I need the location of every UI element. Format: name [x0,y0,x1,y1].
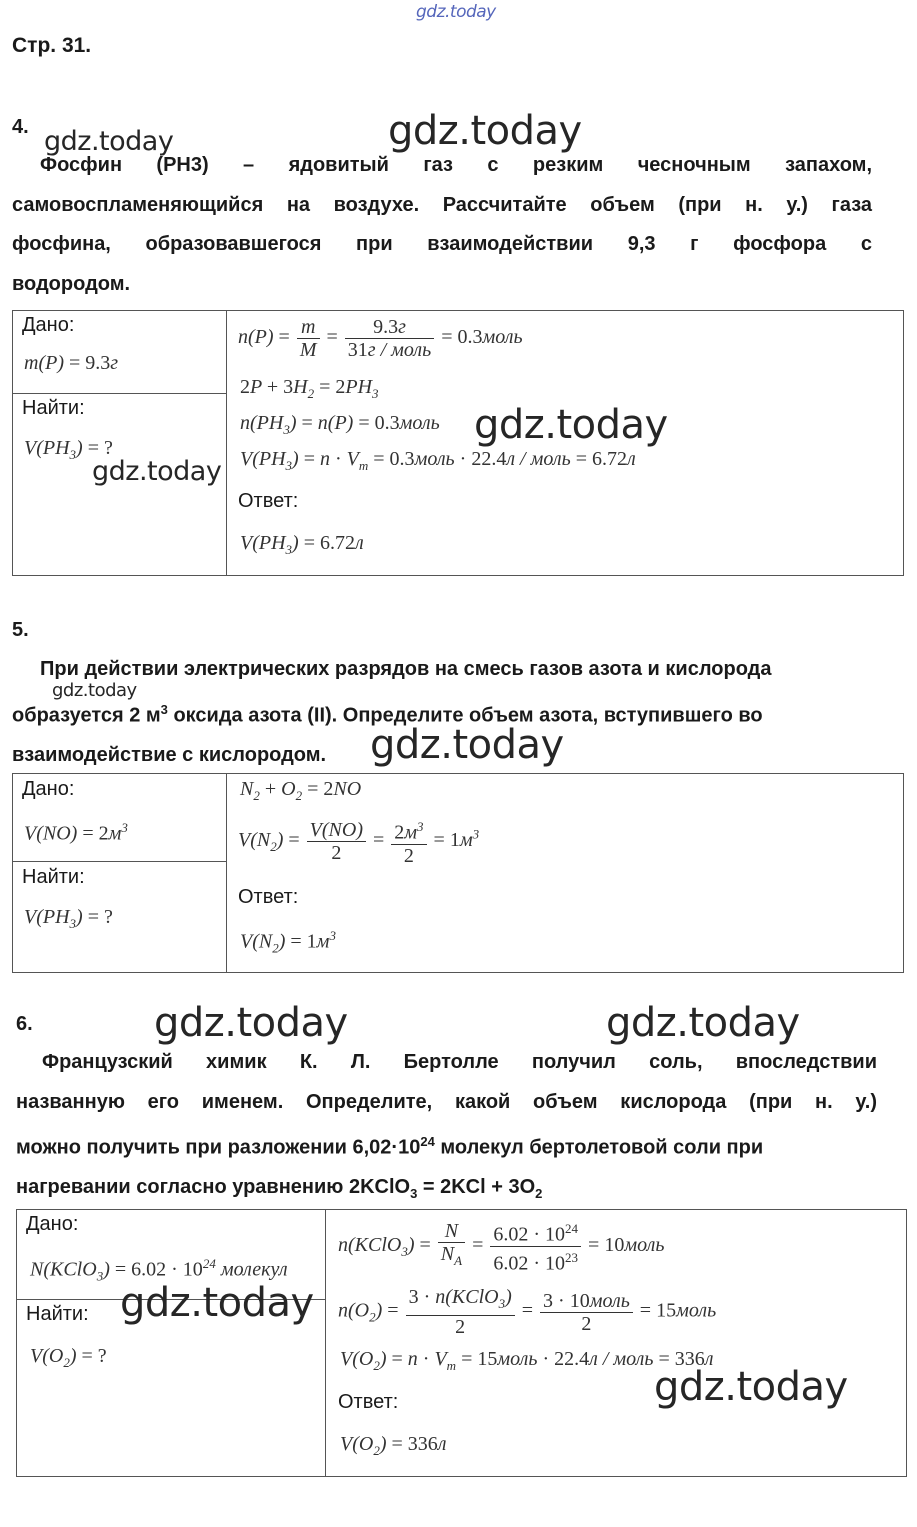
text: можно получить при разложении 6,02·10 [16,1136,421,1159]
given-value: $V(NO) = 2м^3$ [24,820,128,845]
divider [12,393,226,394]
task-4-text [12,146,872,304]
text: = 2KCl + 3O [417,1176,536,1199]
task-6-line-3 [16,1122,877,1168]
task-6-line-4 [16,1168,877,1214]
formula-volume: $V(O_2) = n \cdot V_m$ = 15моль · 22.4л / моль = 336л [340,1348,714,1373]
task-6-line-2: названную его именем. Определите, какой объем кислорода (при н. у.) [16,1090,877,1113]
task-5-line-3: взаимодействие с кислородом. [12,743,327,766]
page-number: Стр. 31. [12,34,92,57]
answer-label: Ответ: [238,490,299,512]
top-watermark: gdz.today [416,2,496,22]
given-label: Дано: [26,1213,79,1235]
task-4-line-1: Фосфин (PH3) – ядовитый газ с резким чесночным запахом, [40,154,872,176]
divider [226,310,227,576]
divider [12,861,226,862]
watermark: gdz.today [120,1280,314,1326]
given-value: m(P) = 9.3г [24,352,119,374]
formula-volume: $V(N_2)$ = $\frac{V(NO)}{2}$ = $\frac{2м^3}{2}$ = $1м^3$ [238,816,479,867]
formula-ratio: $n(PH_3) = n(P)$ = 0.3моль [240,412,440,437]
find-label: Найти: [22,397,85,419]
watermark: gdz.today [44,126,174,157]
subscript: 2 [535,1186,543,1202]
formula-oxygen-moles: $n(O_2)$ = $\frac{3 \cdot n(KClO_3)}{2}$ = $\frac{\text{3 · 10моль}}{2}$ = 15моль [338,1286,717,1338]
task-5-solution-table [12,773,904,973]
watermark: gdz.today [388,108,582,154]
superscript: 24 [420,1134,435,1149]
task-5-number: 5. [12,619,29,641]
formula-moles: n(P) = $\frac{m}{M}$ = $\frac{9.3г}{\text{31г / моль}}$ = 0.3моль [238,316,523,361]
text: нагревании согласно уравнению 2KClO [16,1176,411,1199]
find-label: Найти: [26,1303,89,1325]
task-4-line-4: водородом. [12,272,131,295]
formula-moles: n(KClO$_3$) = $\frac{N}{N_A}$ = $\frac{6.02 \cdot 10^{24}}{6.02 \cdot 10^{23}}$ = 10моль [338,1218,664,1274]
watermark: gdz.today [52,680,137,701]
task-5-line-1: При действии электрических разрядов на смесь газов азота и кислорода [40,658,772,680]
answer-value: $V(N_2) = 1м^3$ [240,928,336,956]
watermark: gdz.today [370,722,564,768]
watermark: gdz.today [654,1364,848,1410]
find-value: $V(PH_3)$ = ? [24,437,113,462]
given-label: Дано: [22,778,75,800]
task-6-text [16,1043,877,1214]
task-6-line-1: Французский химик К. Л. Бертолле получил соль, впоследствии [42,1051,877,1073]
formula-equation: $N_2 + O_2 = 2NO$ [240,778,362,803]
find-value: $V(O_2)$ = ? [30,1345,107,1370]
watermark: gdz.today [154,1000,348,1046]
text: молекул бертолетовой соли при [434,1136,764,1159]
answer-label: Ответ: [338,1391,399,1413]
answer-label: Ответ: [238,886,299,908]
divider [325,1209,326,1477]
text: образуется 2 м [12,704,161,727]
given-label: Дано: [22,314,75,336]
text: оксида азота (II). Определите объем азота, вступившего во [167,704,763,727]
answer-value: $V(O_2) = 336л$ [340,1433,447,1458]
formula-volume: $V(PH_3) = n \cdot V_m$ = 0.3моль · 22.4л / моль = 6.72л [240,448,636,473]
watermark: gdz.today [606,1000,800,1046]
given-value: N(KClO$_3$) = $6.02 \cdot 10^{24}$ молекул [30,1256,288,1284]
task-4-line-2: самовоспламеняющийся на воздухе. Рассчитайте объем (при н. у.) газа [12,193,872,216]
task-4-line-3: фосфина, образовавшегося при взаимодействии 9,3 г фосфора с [12,233,872,255]
divider [226,773,227,973]
task-4-number: 4. [12,116,29,138]
find-value: $V(PH_3)$ = ? [24,906,113,931]
watermark: gdz.today [92,456,222,487]
superscript: 3 [160,701,168,717]
find-label: Найти: [22,866,85,888]
subscript: 3 [410,1186,418,1202]
task-6-number: 6. [16,1013,33,1035]
watermark: gdz.today [474,402,668,448]
answer-value: $V(PH_3) = 6.72л$ [240,532,364,557]
formula-equation: $2P + 3H_2 = 2PH_3$ [240,376,379,401]
